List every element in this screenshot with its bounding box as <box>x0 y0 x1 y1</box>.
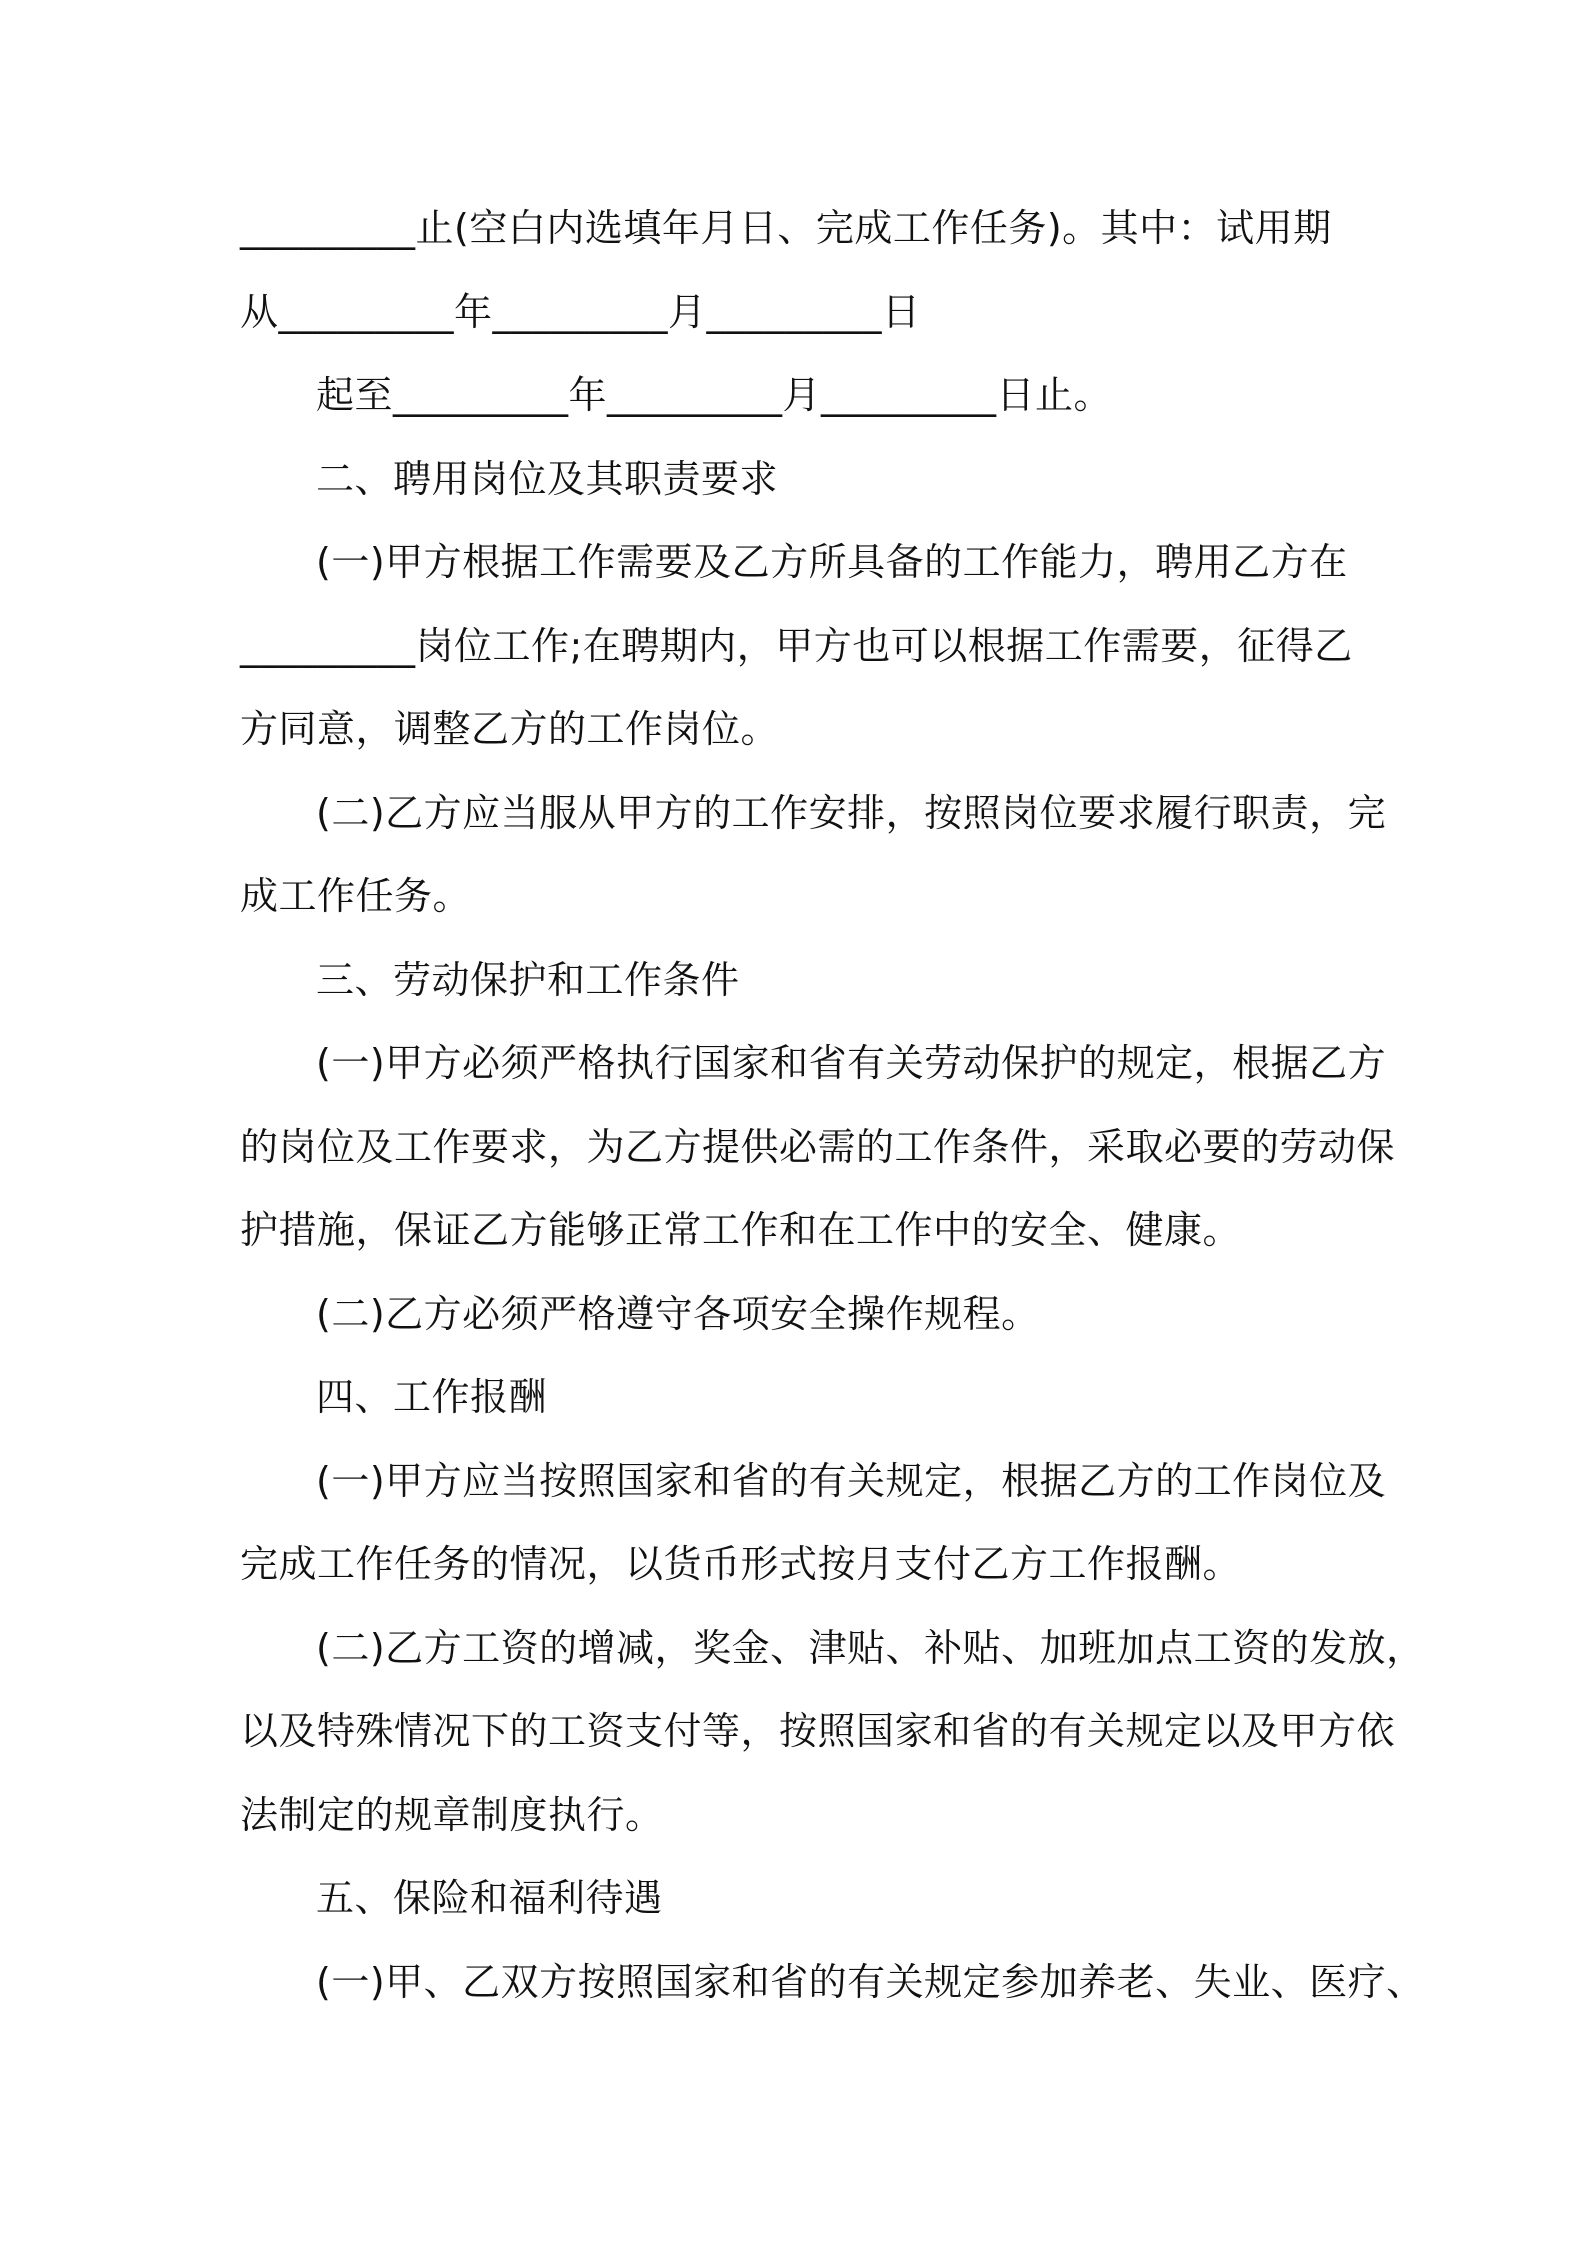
text-line: (一)甲方必须严格执行国家和省有关劳动保护的规定，根据乙方 <box>316 1041 1387 1085</box>
text-line: 护措施，保证乙方能够正常工作和在工作中的安全、健康。 <box>240 1208 1242 1252</box>
text-line: (二)乙方工资的增减，奖金、津贴、补贴、加班加点工资的发放， <box>316 1625 1425 1670</box>
text-line: 以及特殊情况下的工资支付等，按照国家和省的有关规定以及甲方依 <box>240 1709 1396 1753</box>
contract-text-body <box>240 196 1425 2033</box>
text-line: 成工作任务。 <box>240 874 472 918</box>
text-line: 起至_________年_________月_________日止。 <box>316 373 1113 417</box>
text-line: _________止(空白内选填年月日、完成工作任务)。其中：试用期 <box>240 206 1332 250</box>
text-line: 方同意，调整乙方的工作岗位。 <box>240 707 780 751</box>
text-line: (一)甲方应当按照国家和省的有关规定，根据乙方的工作岗位及 <box>316 1458 1387 1503</box>
section-heading: 四、工作报酬 <box>316 1375 548 1419</box>
text-line: (一)甲方根据工作需要及乙方所具备的工作能力，聘用乙方在 <box>316 540 1348 584</box>
section-heading: 三、劳动保护和工作条件 <box>316 957 740 1002</box>
text-line: (一)甲、乙双方按照国家和省的有关规定参加养老、失业、医疗、 <box>316 1959 1425 2004</box>
section-heading: 五、保险和福利待遇 <box>316 1876 663 1920</box>
text-line: (二)乙方应当服从甲方的工作安排，按照岗位要求履行职责，完 <box>316 790 1387 835</box>
text-line: (二)乙方必须严格遵守各项安全操作规程。 <box>316 1291 1040 1336</box>
text-line: 法制定的规章制度执行。 <box>240 1792 664 1837</box>
text-line: 从_________年_________月_________日 <box>240 289 921 334</box>
text-line: _________岗位工作;在聘期内，甲方也可以根据工作需要，征得乙 <box>240 623 1353 668</box>
text-line: 完成工作任务的情况，以货币形式按月支付乙方工作报酬。 <box>240 1542 1242 1586</box>
text-line: 的岗位及工作要求，为乙方提供必需的工作条件，采取必要的劳动保 <box>240 1124 1396 1169</box>
section-heading: 二、聘用岗位及其职责要求 <box>316 456 779 501</box>
